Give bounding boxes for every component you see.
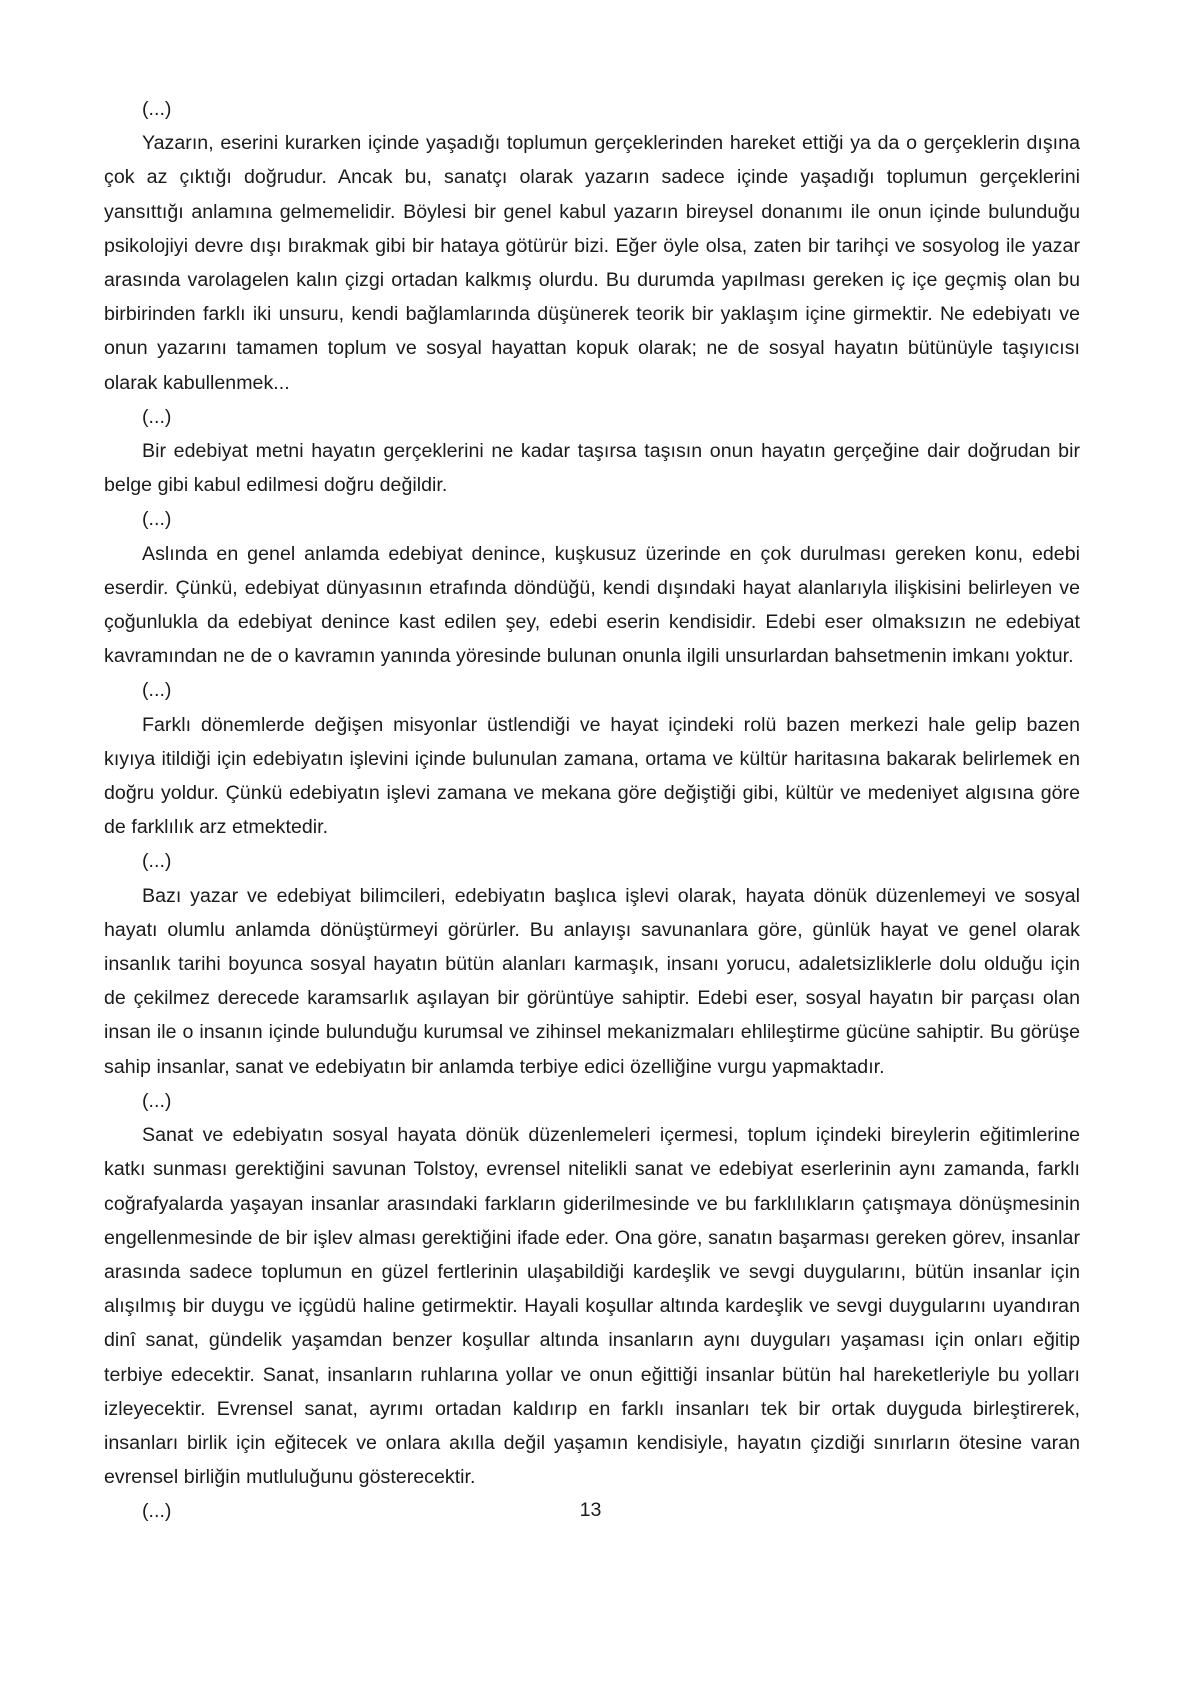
body-paragraph: Bazı yazar ve edebiyat bilimcileri, edebiyatın başlıca işlevi olarak, hayata dönük düzenlemeyi ve sosyal hayatı olumlu anlamda dönüştürmeyi görürler. Bu anlayışı savunanlara göre, günlük hayat ve genel olarak insanlık tarihi boyunca sosyal hayatın bütün alanları karmaşık, insanı yorucu, adaletsizliklerle dolu olduğu için de çekilmez derecede karamsarlık aşılayan bir görüntüye sahiptir. Edebi eser, sosyal hayatın bir parçası olan insan ile o insanın içinde bulunduğu kurumsal ve zihinsel mekanizmaları ehlileştirme gücüne sahiptir. Bu görüşe sahip insanlar, sanat ve edebiyatın bir anlamda terbiye edici özelliğine vurgu yapmaktadır. — [104, 884, 1080, 1078]
ellipsis-marker: (...) — [142, 679, 172, 702]
body-paragraph: Sanat ve edebiyatın sosyal hayata dönük düzenlemeleri içermesi, toplum içindeki bireylerin eğitimlerine katkı sunması gerektiğini savunan Tolstoy, evrensel nitelikli sanat ve edebiyat eserlerinin aynı zamanda, farklı coğrafyalarda yaşayan insanlar arasındaki farkların giderilmesinde ve bu farklılıkların çatışmaya dönüşmesinin engellenmesinde de bir işlev alması gerektiğini ifade eder. Ona göre, sanatın başarması gereken görev, insanlar arasında sadece toplumun en güzel fertlerinin ulaşabildiği kardeşlik ve sevgi duygularını, bütün insanlar için alışılmış bir duygu ve içgüdü haline getirmektir. Hayali koşullar altında kardeşlik ve sevgi duygularını uyandıran dinî sanat, gündelik yaşamdan benzer koşullar altında insanların aynı duyguları yaşaması için onları eğitip terbiye edecektir. Sanat, insanların ruhlarına yollar ve onun eğittiği insanlar bütün hal hareketleriyle bu yolları izleyecektir. Evrensel sanat, ayrımı ortadan kaldırıp en farklı insanları tek bir ortak duyguda birleştirerek, insanları birlik için eğitecek ve onlara akılla değil yaşamın kendisiyle, hayatın çizdiği sınırların ötesine varan evrensel birliğin mutluluğunu gösterecektir. — [104, 1124, 1080, 1489]
body-paragraph: Farklı dönemlerde değişen misyonlar üstlendiği ve hayat içindeki rolü bazen merkezi hale gelip bazen kıyıya itildiği için edebiyatın işlevini içinde bulunulan zamana, ortama ve kültür haritasına bakarak belirlemek en doğru yoldur. Çünkü edebiyatın işlevi zamana ve mekana göre değiştiği gibi, kültür ve medeniyet algısına göre de farklılık arz etmektedir. — [104, 713, 1080, 839]
ellipsis-marker: (...) — [142, 98, 172, 120]
ellipsis-marker: (...) — [142, 850, 172, 873]
page-body-text — [104, 92, 1080, 1529]
ellipsis-marker: (...) — [142, 1500, 172, 1523]
ellipsis-marker: (...) — [142, 508, 172, 531]
body-paragraph: Yazarın, eserini kurarken içinde yaşadığı toplumun gerçeklerinden hareket ettiği ya da o gerçeklerin dışına çok az çıktığı doğrudur. Ancak bu, sanatçı olarak yazarın sadece içinde yaşadığı toplumun gerçeklerini yansıttığı anlamına gelmemelidir. Böylesi bir genel kabul yazarın bireysel donanımı ile onun içinde bulunduğu psikolojiyi devre dışı bırakmak gibi bir hataya götürür bizi. Eğer öyle olsa, zaten bir tarihçi ve sosyolog ile yazar arasında varolagelen kalın çizgi ortadan kalkmış olurdu. Bu durumda yapılması gereken iç içe geçmiş olan bu birbirinden farklı iki unsuru, kendi bağlamlarında düşünerek teorik bir yaklaşım içine girmektir. Ne edebiyatı ve onun yazarını tamamen toplum ve sosyal hayattan kopuk olarak; ne de sosyal hayatın bütünüyle taşıyıcısı olarak kabullenmek... — [104, 132, 1080, 394]
page-number: 13 — [579, 1499, 602, 1521]
ellipsis-marker: (...) — [142, 405, 172, 428]
ellipsis-marker: (...) — [142, 1089, 172, 1112]
body-paragraph: Aslında en genel anlamda edebiyat denince, kuşkusuz üzerinde en çok durulması gereken konu, edebi eserdir. Çünkü, edebiyat dünyasının etrafında döndüğü, kendi dışındaki hayat alanlarıyla ilişkisini belirleyen ve çoğunlukla da edebiyat denince kast edilen şey, edebi eserin kendisidir. Edebi eser olmaksızın ne edebiyat kavramından ne de o kavramın yanında yöresinde bulunan onunla ilgili unsurlardan bahsetmenin imkanı yoktur. — [104, 542, 1080, 668]
body-paragraph: Bir edebiyat metni hayatın gerçeklerini ne kadar taşırsa taşısın onun hayatın gerçeğine dair doğrudan bir belge gibi kabul edilmesi doğru değildir. — [104, 440, 1080, 497]
